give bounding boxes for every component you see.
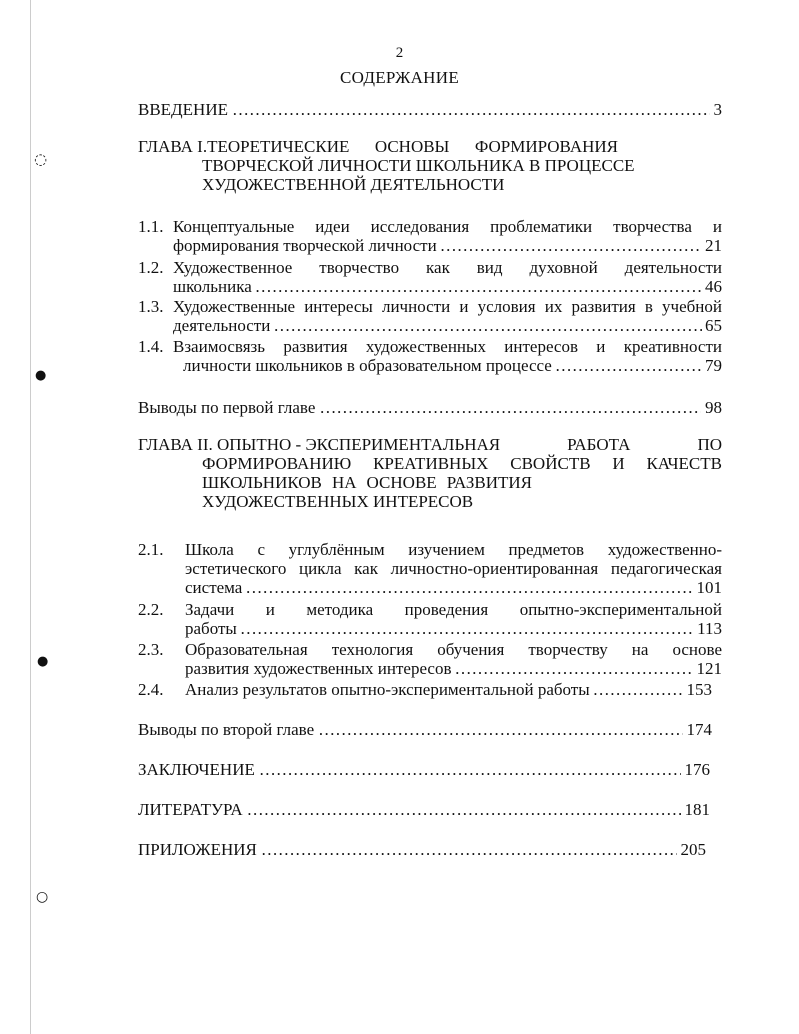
toc-conclusion-1[interactable] [138,398,722,417]
toc-page: 181 [684,800,710,819]
toc-label: ЗАКЛЮЧЕНИЕ [138,760,255,779]
toc-page: 176 [684,760,710,779]
punch-hole-icon: ● [37,654,49,669]
toc-section-2-1[interactable]: 2.1. Школа с углублённым изучением предметов художественно- эстетического цикла как личностно-ориентированная педагогическая система ……………………………………………………………………………………………………………………………………………………………………… 101 [138,540,722,600]
toc-section-2-3[interactable]: 2.3. Образовательная технология обучения творчеству на основе развития художественных интересов ……………………………………………………………………………………………………………………………………………………………………… 121 [138,640,722,680]
punch-hole-icon: ○ [36,889,49,905]
toc-label: ВВЕДЕНИЕ [138,100,228,119]
toc-section-1-4[interactable]: 1.4. Взаимосвязь развития художественных интересов и креативности личности школьников в образовательном процессе ……………………………………………………………………………………………………………………………………………………………………… 79 [138,337,722,377]
toc-section-2-2[interactable]: 2.2. Задачи и методика проведения опытно-экспериментальной работы ……………………………………………………………………………………………………………………………………………………………………… 113 [138,600,722,640]
page-number: 2 [395,45,404,61]
toc-page: 3 [713,100,722,119]
toc-section-2-4[interactable]: 2.4. Анализ результатов опытно-экспериментальной работы ……………………………………………………………………………………………………………………………………………………………………… 153 [138,680,722,700]
page-title: СОДЕРЖАНИЕ [339,68,460,87]
punch-hole-icon: ● [35,368,47,383]
toc-section-1-1[interactable]: 1.1. Концептуальные идеи исследования проблематики творчества и формирования творческой личности ……………………………………………………………………………………………………………………………………………………………………… 21 [138,217,722,257]
toc-label: Выводы по первой главе [138,398,316,417]
toc-page: 174 [686,720,712,739]
punch-hole-icon: ◌ [34,150,48,168]
toc-conclusion[interactable] [138,760,710,779]
toc-intro[interactable] [138,100,722,119]
toc-label: ЛИТЕРАТУРА [138,800,243,819]
toc-section-1-3[interactable]: 1.3. Художественные интересы личности и условия их развития в учебной деятельности ……………………………………………………………………………………………………………………………………………………………………… 65 [138,297,722,337]
toc-literature[interactable] [138,800,710,819]
toc-conclusion-2[interactable] [138,720,712,739]
toc-page: 98 [705,398,722,417]
chapter-2-heading[interactable]: ГЛАВА II. ОПЫТНО - ЭКСПЕРИМЕНТАЛЬНАЯ РАБОТА ПО ФОРМИРОВАНИЮ КРЕАТИВНЫХ СВОЙСТВ И КАЧЕСТВ ШКОЛЬНИКОВ НА ОСНОВЕ РАЗВИТИЯ ХУДОЖЕСТВЕННЫХ ИНТЕРЕСОВ [138,435,722,511]
toc-section-1-2[interactable]: 1.2. Художественное творчество как вид духовной деятельности школьника ……………………………………………………………………………………………………………………………………………………………………… 46 [138,258,722,298]
toc-label: Выводы по второй главе [138,720,315,739]
toc-page: 205 [680,840,706,859]
toc-appendix[interactable] [138,840,706,859]
chapter-1-heading[interactable]: ГЛАВА I.ТЕОРЕТИЧЕСКИЕ ОСНОВЫ ФОРМИРОВАНИЯ ТВОРЧЕСКОЙ ЛИЧНОСТИ ШКОЛЬНИКА В ПРОЦЕССЕ ХУДОЖЕСТВЕННОЙ ДЕЯТЕЛЬНОСТИ [138,137,635,194]
scan-edge [30,0,31,1034]
toc-label: ПРИЛОЖЕНИЯ [138,840,257,859]
